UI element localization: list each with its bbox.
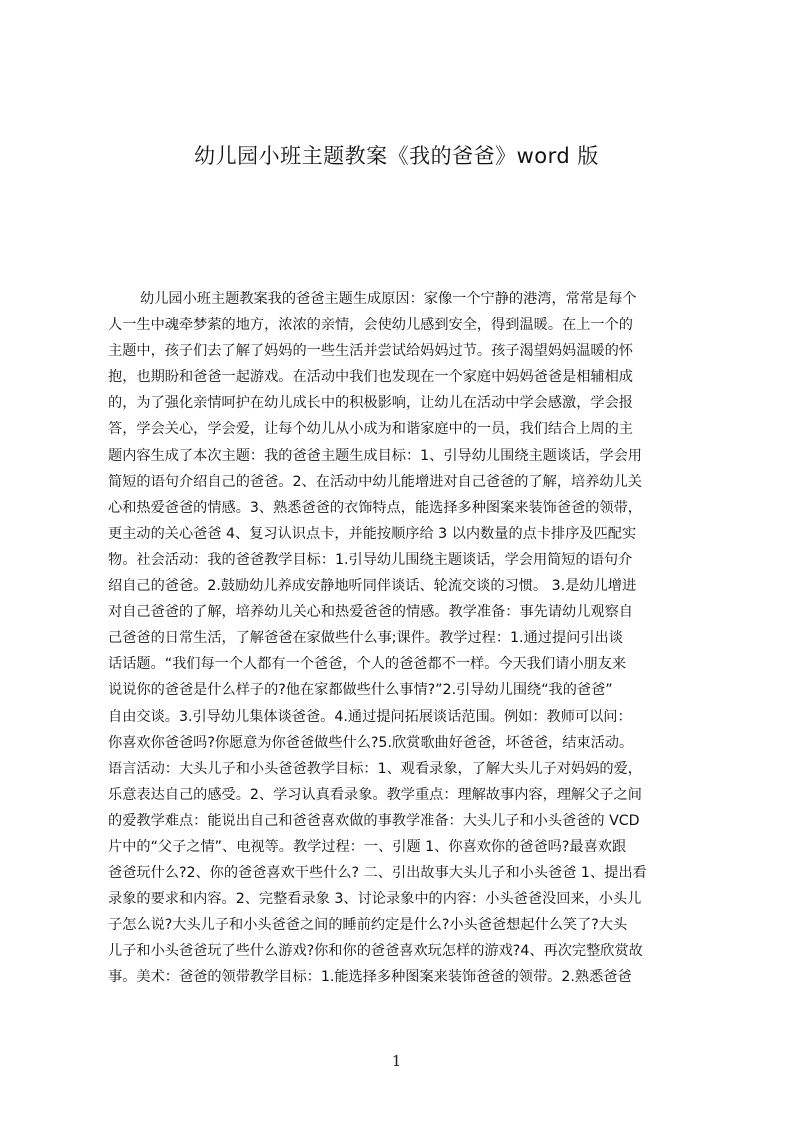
text-line: 乐意表达自己的感受。2、学习认真看录象。教学重点：理解故事内容，理解父子之间: [108, 786, 642, 803]
text-line: 物。社会活动：我的爸爸教学目标：1.引导幼儿围绕主题谈话，学会用简短的语句介: [108, 551, 633, 568]
text-line: 简短的语句介绍自己的爸爸。2、在活动中幼儿能增进对自己爸爸的了解，培养幼儿关: [108, 473, 642, 490]
text-line: 己爸爸的日常生活，了解爸爸在家做些什么事;课件。教学过程：1.通过提问引出谈: [108, 630, 623, 647]
page-number: 1: [391, 1052, 402, 1070]
text-line: 更主动的关心爸爸 4、复习认识点卡，并能按顺序给 3 以内数量的点卡排序及匹配实: [108, 525, 637, 542]
text-line: 对自己爸爸的了解，培养幼儿关心和热爱爸爸的情感。教学准备：事先请幼儿观察自: [108, 604, 633, 621]
text-line: 的爱教学难点：能说出自己和爸爸喜欢做的事教学准备：大头儿子和小头爸爸的 VCD: [108, 812, 640, 829]
text-line: 录象的要求和内容。2、完整看录象 3、讨论录象中的内容：小头爸爸没回来，小头儿: [108, 891, 642, 908]
document-title: 幼儿园小班主题教案《我的爸爸》word 版: [194, 144, 599, 168]
text-line: 题内容生成了本次主题：我的爸爸主题生成目标：1、引导幼儿围绕主题谈话，学会用: [108, 447, 642, 464]
text-line: 话话题。“我们每一个人都有一个爸爸，个人的爸爸都不一样。今天我们请小朋友来: [108, 656, 627, 673]
text-line: 子怎么说?大头儿子和小头爸爸之间的睡前约定是什么?小头爸爸想起什么笑了?大头: [108, 917, 628, 934]
text-line: 主题中，孩子们去了解了妈妈的一些生活并尝试给妈妈过节。孩子渴望妈妈温暖的怀: [108, 343, 633, 360]
text-line: 语言活动：大头儿子和小头爸爸教学目标：1、观看录象，了解大头儿子对妈妈的爱，: [108, 760, 642, 777]
text-line: 抱，也期盼和爸爸一起游戏。在活动中我们也发现在一个家庭中妈妈爸爸是相辅相成: [108, 369, 633, 386]
text-line: 绍自己的爸爸。2.鼓励幼儿养成安静地听同伴谈话、轮流交谈的习惯。 3.是幼儿增进: [108, 578, 637, 595]
text-line: 片中的“父子之情”、电视等。教学过程：一、引题 1、你喜欢你的爸爸吗?最喜欢跟: [108, 838, 627, 855]
text-line: 爸爸玩什么?2、你的爸爸喜欢干些什么? 二、引出故事大头儿子和小头爸爸 1、提出看: [108, 865, 647, 882]
text-line: 事。美术：爸爸的领带教学目标：1.能选择多种图案来装饰爸爸的领带。2.熟悉爸爸: [108, 969, 632, 986]
document-body: [108, 286, 700, 1026]
text-line: 自由交谈。3.引导幼儿集体谈爸爸。4.通过提问拓展谈话范围。例如：教师可以问：: [108, 708, 632, 725]
text-line: 说说你的爸爸是什么样子的?他在家都做些什么事情?”2.引导幼儿围绕“我的爸爸”: [108, 682, 613, 699]
text-line: 人一生中魂牵梦萦的地方，浓浓的亲情，会使幼儿感到安全，得到温暖。在上一个的: [108, 317, 633, 334]
text-line: 你喜欢你爸爸吗?你愿意为你爸爸做些什么?5.欣赏歌曲好爸爸，坏爸爸，结束活动。: [108, 734, 634, 751]
text-line: 答，学会关心，学会爱，让每个幼儿从小成为和谐家庭中的一员，我们结合上周的主: [108, 421, 633, 438]
text-line: 儿子和小头爸爸玩了些什么游戏?你和你的爸爸喜欢玩怎样的游戏?4、再次完整欣赏故: [108, 943, 643, 960]
text-line: 心和热爱爸爸的情感。3、熟悉爸爸的衣饰特点，能选择多种图案来装饰爸爸的领带，: [108, 499, 642, 516]
text-line: 幼儿园小班主题教案我的爸爸主题生成原因：家像一个宁静的港湾，常常是每个: [140, 291, 637, 307]
text-line: 的，为了强化亲情呵护在幼儿成长中的积极影响，让幼儿在活动中学会感激，学会报: [108, 395, 633, 412]
